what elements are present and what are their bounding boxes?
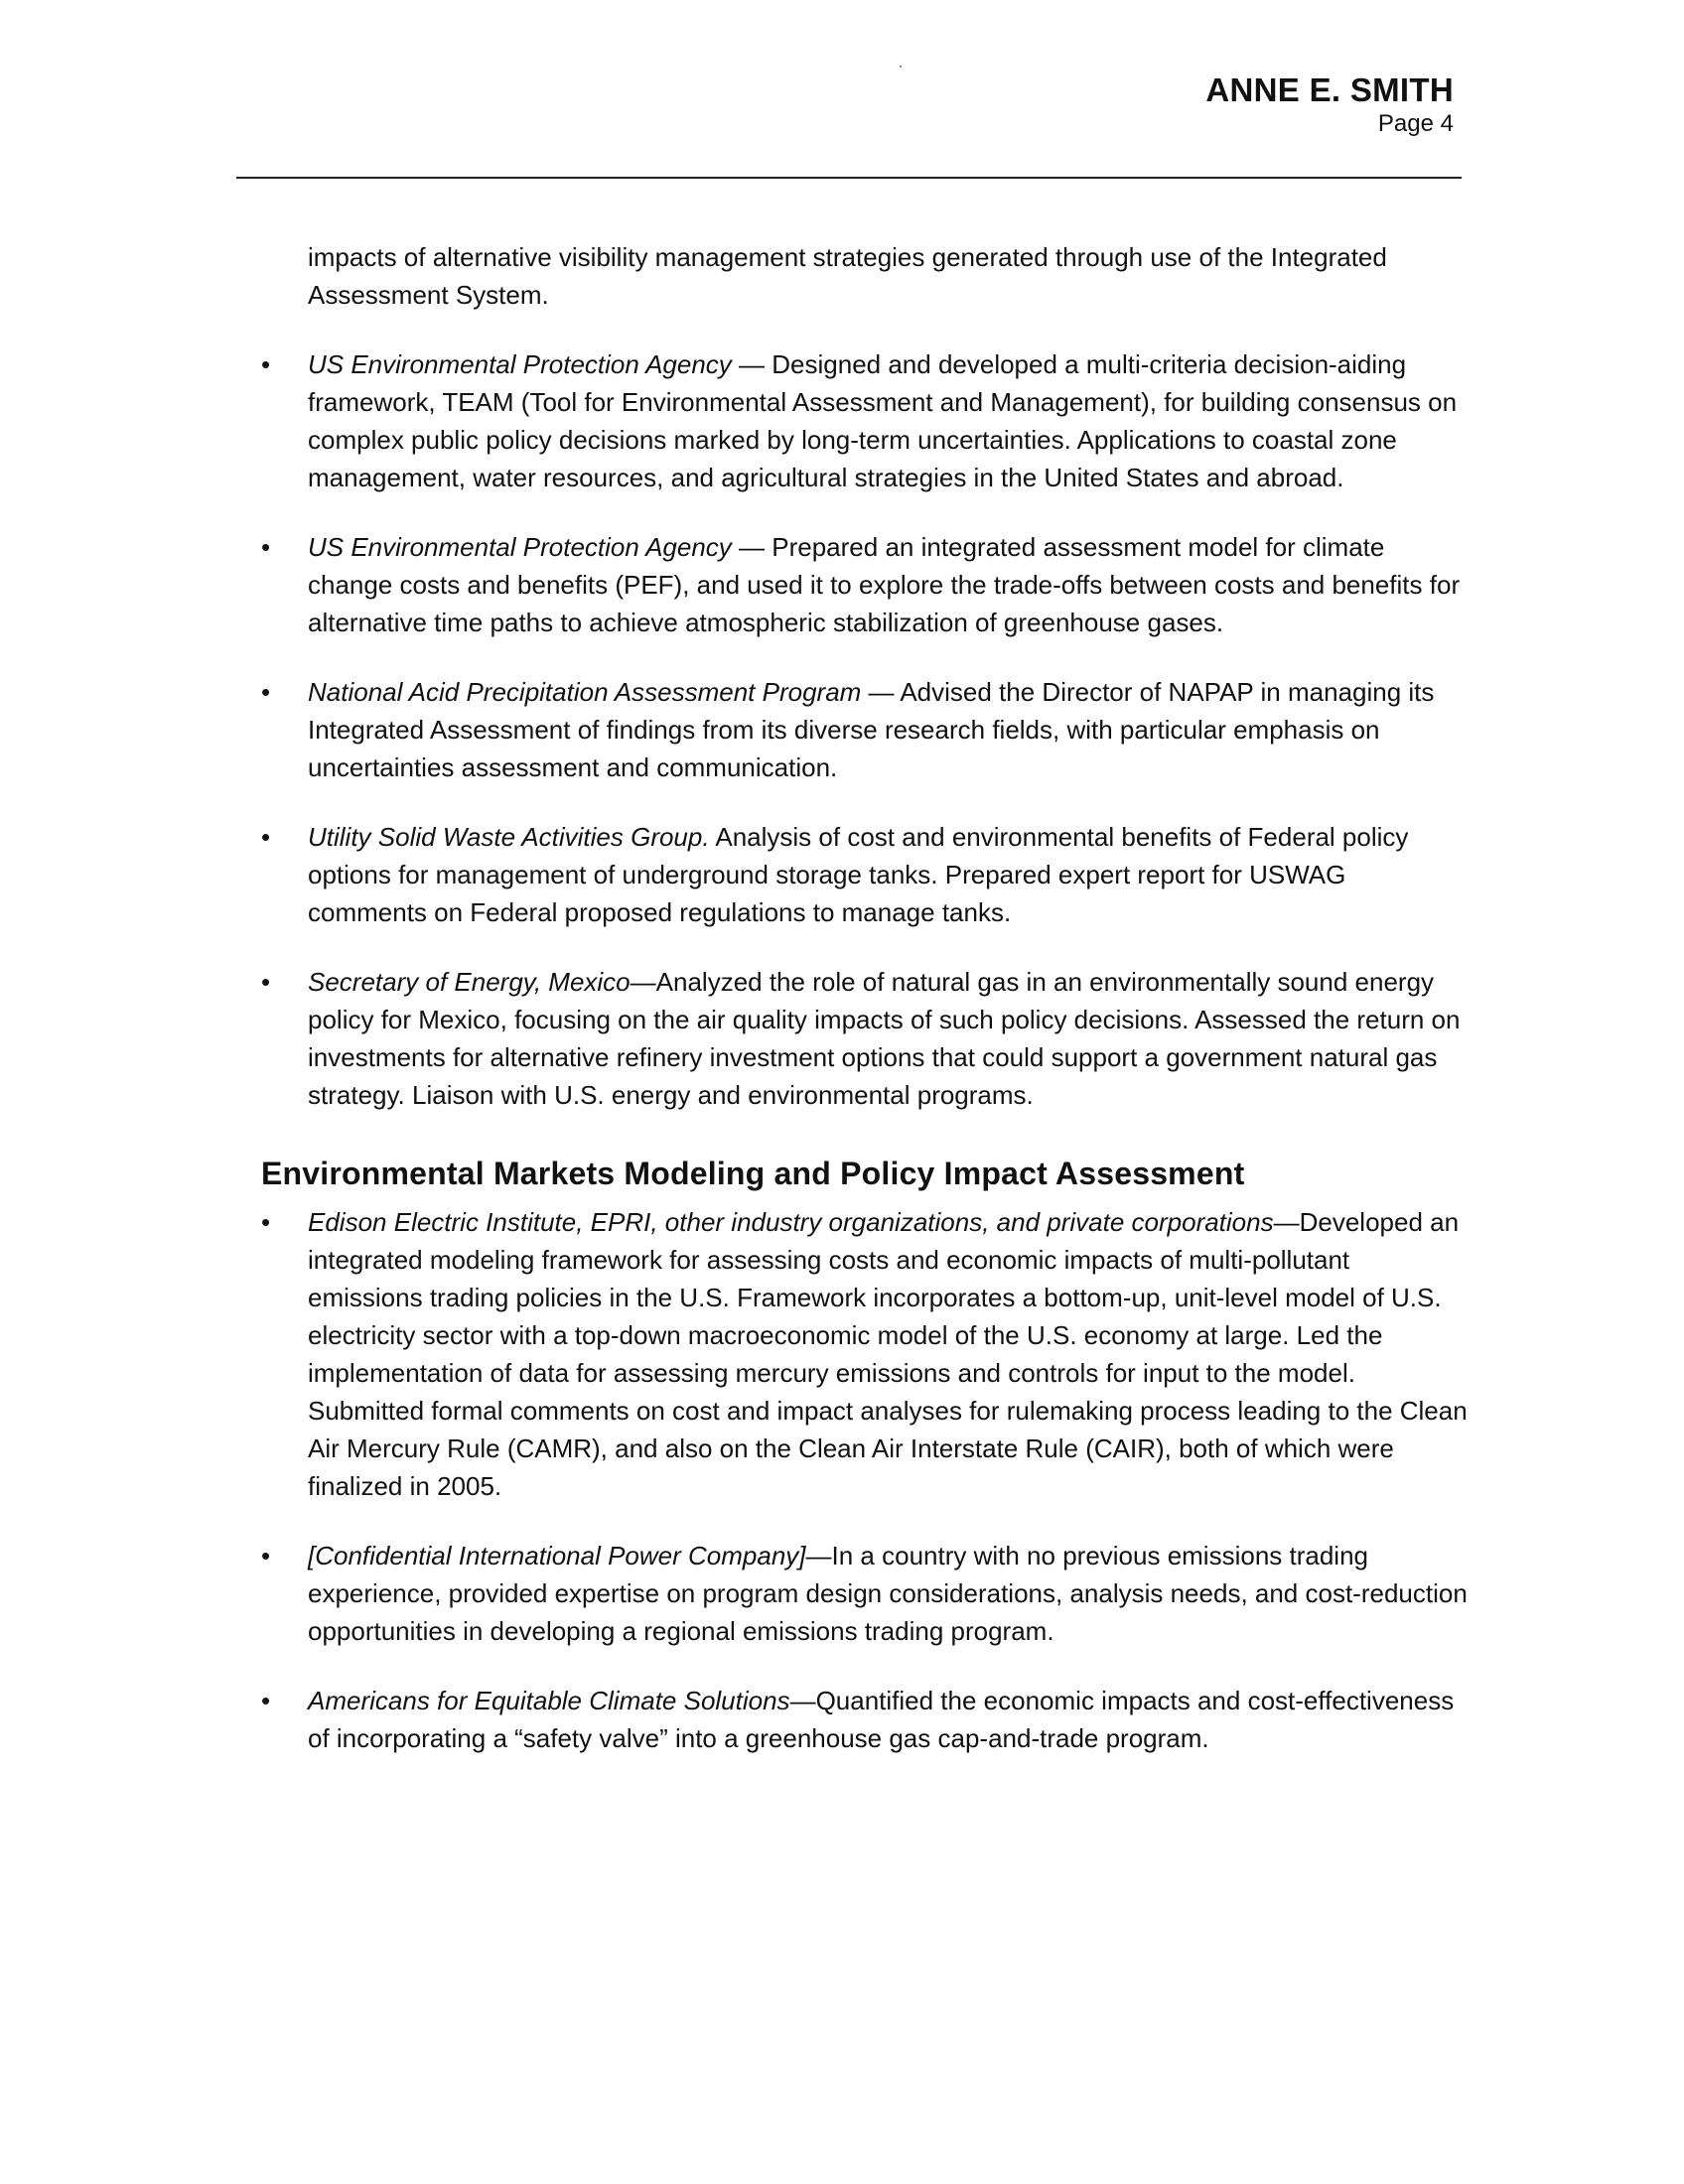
bullet-icon: • — [261, 967, 271, 997]
bullet-icon: • — [261, 349, 271, 379]
bullet-icon: • — [261, 822, 271, 852]
list-item — [261, 673, 1470, 786]
section-heading: Environmental Markets Modeling and Policy Impact Assessment — [261, 1156, 1245, 1191]
project-description: — Advised the Director of NAPAP in managing its Integrated Assessment of findings from its diverse research fields, with particular emphasis on uncertainties assessment and communication. — [308, 677, 1435, 782]
project-description: —Developed an integrated modeling framework for assessing costs and economic impacts of multi-pollutant emissions trading policies in the U.S. Framework incorporates a bottom-up, unit-level model of U.S. electricity sector with a top-down macroeconomic model of the U.S. economy at large. Led the implementation of data for assessing mercury emissions and controls for input to the model. Submitted formal comments on cost and impact analyses for rulemaking process leading to the Clean Air Mercury Rule (CAMR), and also on the Clean Air Interstate Rule (CAIR), both of which were finalized in 2005. — [308, 1207, 1468, 1501]
client-name: US Environmental Protection Agency — [308, 349, 732, 379]
client-name: National Acid Precipitation Assessment Program — [308, 677, 862, 707]
list-item — [261, 818, 1470, 931]
list-item — [261, 1203, 1470, 1505]
list-item — [261, 1682, 1470, 1757]
project-list-2 — [261, 1203, 1473, 1757]
client-name: Utility Solid Waste Activities Group. — [308, 822, 710, 852]
bullet-icon: • — [261, 1207, 271, 1237]
list-item — [261, 528, 1470, 641]
bullet-icon: • — [261, 677, 271, 707]
project-description: —Quantified the economic impacts and cost-effectiveness of incorporating a “safety valve” into a greenhouse gas cap-and-trade program. — [308, 1686, 1455, 1753]
page-header — [1205, 71, 1454, 139]
page-content — [261, 238, 1473, 1757]
bullet-icon: • — [261, 532, 271, 562]
project-description: Analysis of cost and environmental benefits of Federal policy options for management of underground storage tanks. Prepared expert report for USWAG comments on Federal proposed regulations to manage tanks. — [308, 822, 1409, 927]
bullet-icon: • — [261, 1686, 271, 1715]
project-description: — Designed and developed a multi-criteria decision-aiding framework, TEAM (Tool for Environmental Assessment and Management), for building consensus on complex public policy decisions marked by long-term uncertainties. Applications to coastal zone management, water resources, and agricultural strategies in the United States and abroad. — [308, 349, 1458, 492]
client-name: Secretary of Energy, Mexico — [308, 967, 631, 997]
project-description: —Analyzed the role of natural gas in an environmentally sound energy policy for Mexico, focusing on the air quality impacts of such policy decisions. Assessed the return on investments for alternative refinery investment options that could support a government natural gas strategy. Liaison with U.S. energy and environmental programs. — [308, 967, 1461, 1110]
intro-paragraph: impacts of alternative visibility management strategies generated through use of the Integrated Assessment System. — [308, 242, 1387, 310]
list-item — [261, 345, 1470, 496]
client-name: [Confidential International Power Company] — [308, 1541, 806, 1570]
client-name: US Environmental Protection Agency — [308, 532, 732, 562]
project-description: —In a country with no previous emissions trading experience, provided expertise on program design considerations, analysis needs, and cost-reduction opportunities in developing a regional emissions trading program. — [308, 1541, 1468, 1646]
header-divider — [236, 177, 1462, 179]
list-item — [261, 1537, 1470, 1650]
project-list-1 — [261, 345, 1473, 1114]
bullet-icon: • — [261, 1541, 271, 1570]
list-item — [261, 963, 1470, 1114]
scan-speck — [900, 66, 902, 68]
author-name: ANNE E. SMITH — [1205, 71, 1454, 108]
project-description: — Prepared an integrated assessment model for climate change costs and benefits (PEF), and used it to explore the trade-offs between costs and benefits for alternative time paths to achieve atmospheric stabilization of greenhouse gases. — [308, 532, 1461, 637]
client-name: Americans for Equitable Climate Solutions — [308, 1686, 790, 1715]
client-name: Edison Electric Institute, EPRI, other industry organizations, and private corporations — [308, 1207, 1274, 1237]
page-number: Page 4 — [1377, 110, 1454, 137]
